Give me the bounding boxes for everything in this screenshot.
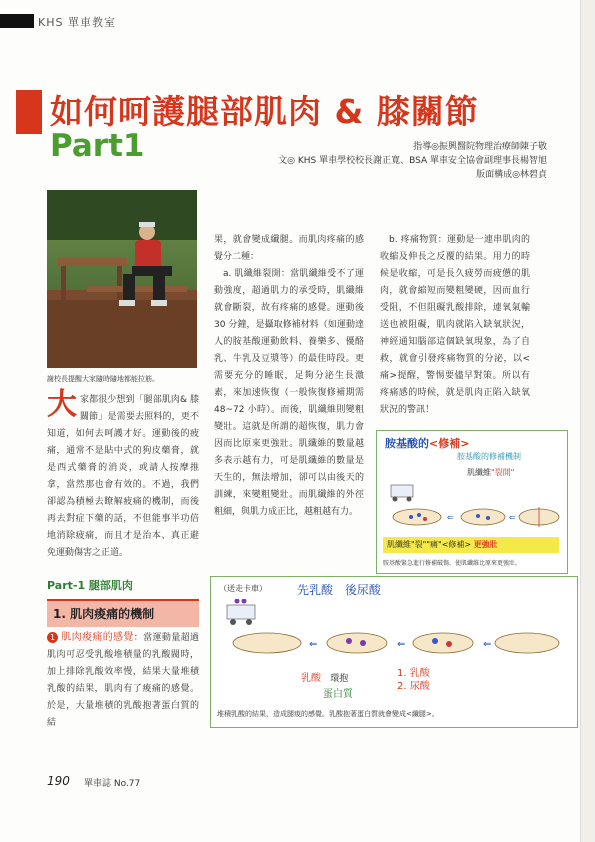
point-number-badge: 1 [47, 632, 58, 643]
intro-text: 家都很少想到「腿部肌肉& 膝關節」是需要去照料的，更不知道，如何去呵護才好。運動後的疲痛，通常不是貼中式的狗皮藥膏，就是西式藥膏的消炎，或請人按摩推拿，當然那也會有效的。不過，我們卻認為積極去瞭解疲痛的機制，而後再去對症下藥的話，不但能事半功倍地消除疲痛，而且才是治本、真正避免運動傷害之正道。 [47, 395, 199, 558]
credit-author: 文◎ KHS 單車學校校長謝正寬、BSA 單車安全協會副理事長楊智旭 [278, 156, 547, 166]
part-heading: Part-1 腿部肌肉 [47, 579, 133, 592]
box1-label [467, 467, 514, 478]
lactic-acid-illustration [217, 599, 571, 663]
box1-summary-b: 更強壯 [473, 540, 498, 549]
section1-paragraph [47, 629, 199, 732]
svg-text:⇐: ⇐ [447, 513, 454, 522]
box1-label-quote: "裂開" [491, 468, 515, 477]
lactic-label [301, 669, 348, 684]
hug-text: 環抱 [330, 674, 349, 684]
box1-caption: 胺基酸緊急進行修補破傷，使肌纖維比原來更強壯。 [383, 560, 522, 567]
amino-acid-box [376, 430, 568, 574]
box2-list [397, 667, 430, 693]
column3 [380, 232, 530, 419]
section1-text: ：當運動量超過肌肉可忍受乳酸堆積量的乳酸閥時，加上排除乳酸效率慢，結果大量堆積乳酸的結果，肌肉有了痠痛的感覺。於是，大量堆積的乳酸抱著蛋白質的結 [47, 633, 199, 728]
col2-text1: 果，就會變成纖腿。而肌肉疼痛的感覺分二種： [214, 235, 364, 262]
section-heading-text: 1. 肌肉痠痛的機制 [53, 607, 155, 621]
intro-paragraph [47, 387, 199, 562]
box1-summary-a: 肌纖維"裂""痛"<修補> [387, 540, 472, 549]
box1-subtitle: 胺基酸的修補機制 [457, 452, 521, 461]
box2-title-a: 先乳酸 [297, 583, 334, 597]
lactic-acid-box [210, 576, 578, 728]
article-photo [47, 190, 197, 368]
point-title: 肌肉痠痛的感覺 [61, 632, 134, 643]
credit-advisor: 指導◎振興醫院物理治療師陳子敬 [413, 142, 547, 152]
box1-title-tag: <修補> [429, 437, 470, 450]
section-marker [0, 14, 34, 28]
section-heading [47, 599, 199, 627]
muscle-repair-illustration [383, 479, 561, 535]
article-subtitle: Part1 [50, 128, 145, 164]
box2-title [297, 581, 381, 598]
svg-text:⇐: ⇐ [509, 513, 516, 522]
photo-caption: 謝校長提醒大家隨時隨地都能拉筋。 [47, 375, 159, 383]
svg-text:⇐: ⇐ [483, 639, 492, 650]
svg-text:⇐: ⇐ [397, 639, 406, 650]
dropcap: 大 [47, 387, 77, 422]
box1-summary [383, 537, 559, 553]
col2-text2: a. 肌纖維裂開：當肌纖維受不了運動強度，超過肌力的承受時，肌纖維就會斷裂，故有疼痛的感覺。運動後 30 分鐘，是攝取修補材料（如運動達人的胺基酸運動飲料、養樂多、優酪乳、牛乳及豆漿等）的最佳時段。更需要充分的睡眠，足夠分泌生長激素，來加速恢復（一般恢復修補期需 48~72 小時）。而後，肌纖維則變粗變壯。這就是所謂的超恢復，肌力會因而比原來更強壯。肌纖維的數量越多表示越有力，可是肌纖維的數量是天生的，無法增加，卻可以由後天的訓練，來變粗變壯。而肌纖維的外徑粗細，與肌力成正比，越粗越有力。 [214, 269, 364, 517]
svg-text:⇐: ⇐ [309, 639, 318, 650]
title-accent-bar [16, 90, 42, 134]
column2 [214, 232, 364, 521]
truck-label: （送走卡車） [219, 584, 267, 593]
box1-title-pre: 胺基酸的 [385, 437, 429, 450]
article-title: 如何呵護腿部肌肉 & 膝關節 [50, 92, 479, 131]
page-edge [580, 0, 595, 842]
magazine-issue: 單車誌 No.77 [84, 779, 141, 789]
list-lactic: 1. 乳酸 [397, 668, 430, 679]
box2-title-b: 後尿酸 [344, 583, 381, 597]
box2-caption: 堆積乳酸的結果，造成腿痠的感覺。乳酸抱著蛋白質就會變成<纖腿>。 [217, 710, 439, 718]
protein-label: 蛋白質 [323, 689, 353, 700]
lactic-text: 乳酸 [301, 673, 321, 684]
list-uric: 2. 尿酸 [397, 681, 430, 692]
page-number: 190 [47, 774, 70, 788]
box1-label-text: 肌纖維 [467, 468, 491, 477]
box1-title [385, 435, 469, 451]
section-label: KHS 單車教室 [38, 16, 116, 29]
credit-layout: 版面構成◎林碧貞 [476, 170, 547, 180]
col3-text: b. 疼痛物質：運動是一連串肌肉的收縮及伸長之反覆的結果。用力的時候是收縮，可是長久疲勞而疲憊的肌肉，就會縮短而變粗變硬，因而血行受阻，不但阻礙乳酸排除，連氧氣輸送也被阻礙，肌肉就陷入缺氧狀況，神經通知腦部這個缺氧現象，為了自救，就會引發疼痛物質的分泌，以<痛>提醒，警惕要儘早對策。所以有疼痛感的時候，就是肌肉正陷入缺氧狀況的警訊！ [380, 235, 530, 415]
credits [278, 140, 547, 182]
